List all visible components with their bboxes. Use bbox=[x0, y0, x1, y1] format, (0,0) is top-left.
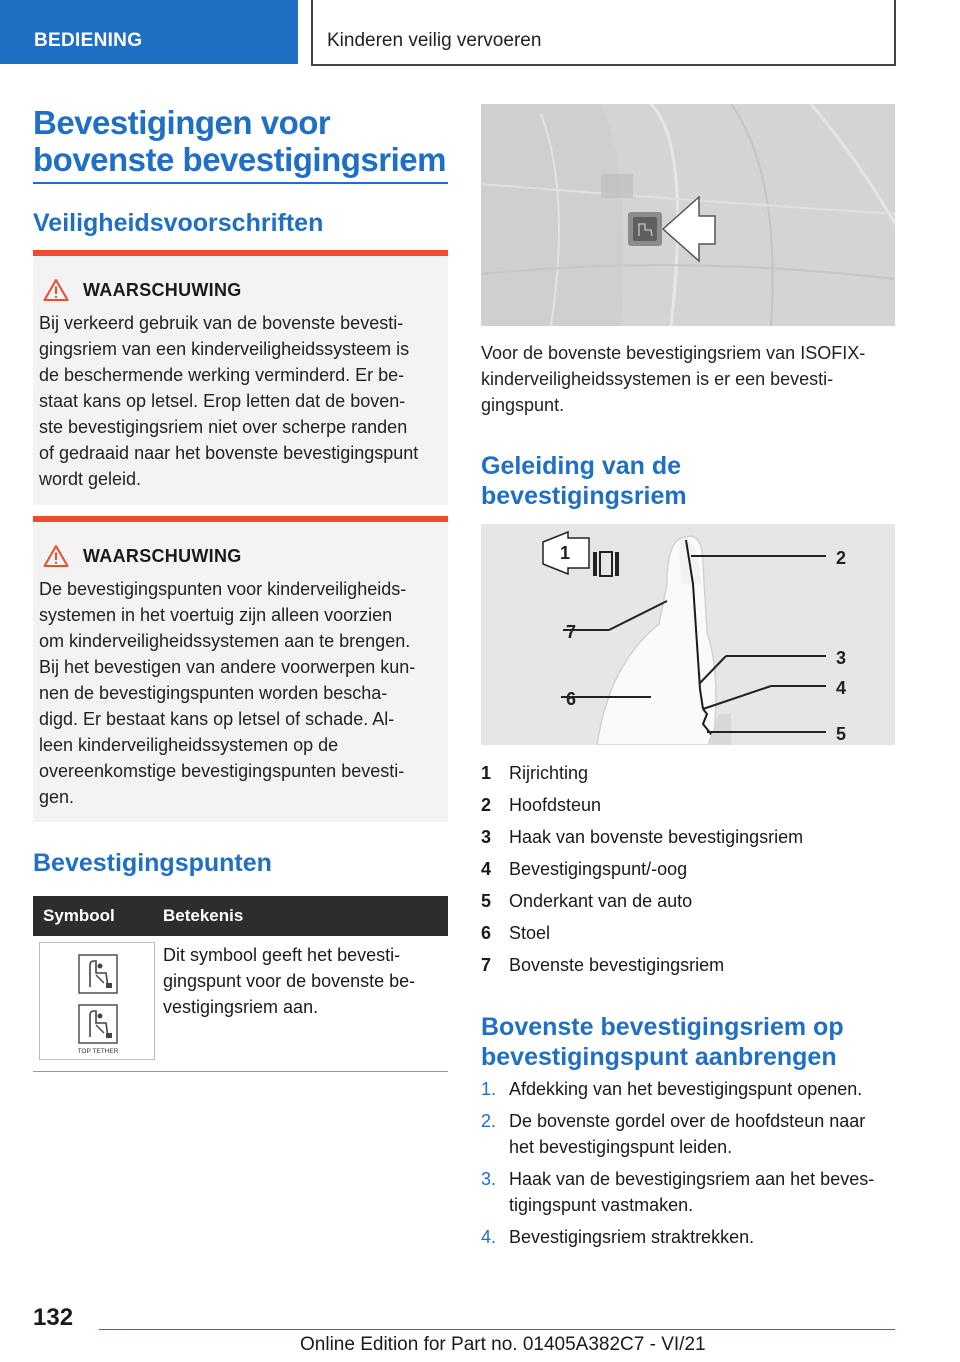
warning-triangle-icon bbox=[43, 278, 69, 302]
warning-text-2: De bevestigingspunten voor kinderveiligheids- systemen in het voertuig zijn alleen voorzien om kinderveiligheidssystemen aan te brengen. Bij het bevestigen van andere voorwerpen kun- nen de bevestigingspunten worden bescha- digd. Er bestaat kans op letsel of schade. Al- leen kinderveiligheidssystemen op de overeenkomstige bevestigingspunten bevesti- gen. bbox=[39, 579, 416, 807]
warning-triangle-icon bbox=[43, 544, 69, 568]
page-title: Bevestigingen voor bovenste bevestigingsriem bbox=[33, 104, 446, 178]
title-underline bbox=[33, 182, 448, 184]
points-heading: Bevestigingspunten bbox=[33, 849, 272, 877]
table-bottom-rule bbox=[33, 1071, 448, 1072]
legend-item: 7 Bovenste bevestigingsriem bbox=[481, 954, 725, 975]
legend-item: 6 Stoel bbox=[481, 922, 551, 943]
warning-box-2 bbox=[33, 516, 448, 822]
attach-heading: Bovenste bevestigingsriem op bevestigingspunt aanbrengen bbox=[481, 1013, 844, 1071]
warning-label: WAARSCHUWING bbox=[83, 279, 242, 300]
col-meaning: Betekenis bbox=[163, 906, 244, 925]
footer-rule bbox=[99, 1329, 895, 1330]
section-tab bbox=[0, 0, 298, 64]
page-number: 132 bbox=[33, 1304, 74, 1331]
legend-item: 1 Rijrichting bbox=[481, 762, 589, 783]
diagram-label-1: 1 bbox=[560, 543, 571, 563]
diagram-label-4: 4 bbox=[836, 678, 847, 698]
tether-routing-diagram bbox=[481, 524, 895, 745]
diagram-legend bbox=[481, 757, 895, 981]
step-item: 3. Haak van de bevestigingsriem aan het beves- tigingspunt vastmaken. bbox=[481, 1169, 875, 1215]
diagram-label-5: 5 bbox=[836, 724, 847, 744]
legend-item: 3 Haak van bovenste bevestigingsriem bbox=[481, 826, 804, 847]
section-label: BEDIENING bbox=[34, 30, 143, 51]
routing-heading: Geleiding van de bevestigingsriem bbox=[481, 452, 687, 510]
symbol-meaning: Dit symbool geeft het bevesti- gingspunt voor de bovenste be- vestigingsriem aan. bbox=[163, 945, 416, 1017]
legend-item: 5 Onderkant van de auto bbox=[481, 890, 693, 911]
attach-steps bbox=[481, 1076, 895, 1256]
top-tether-icon bbox=[40, 943, 156, 1061]
diagram-label-6: 6 bbox=[566, 689, 577, 709]
warning-box-1 bbox=[33, 250, 448, 505]
warning-label: WAARSCHUWING bbox=[83, 545, 242, 566]
table-header bbox=[33, 896, 448, 936]
warning-text-1: Bij verkeerd gebruik van de bovenste bevesti- gingsriem van een kinderveiligheidssysteem is de beschermende werking verminderd. Er be- staat kans op letsel. Erop letten dat de boven- ste bevestigingsriem niet over scherpe randen of gedraaid naar het bovenste bevestigingspunt wordt geleid. bbox=[39, 313, 419, 489]
step-item: 1. Afdekking van het bevestigingspunt openen. bbox=[481, 1079, 863, 1099]
diagram-label-2: 2 bbox=[836, 548, 847, 568]
symbol-cell bbox=[39, 942, 155, 1060]
intro-paragraph: Voor de bovenste bevestigingsriem van ISOFIX- kinderveiligheidssystemen is er een bevesti- gingspunt. bbox=[481, 343, 866, 415]
col-symbol: Symbool bbox=[43, 906, 115, 925]
diagram-label-3: 3 bbox=[836, 648, 847, 668]
step-item: 4. Bevestigingsriem straktrekken. bbox=[481, 1227, 755, 1247]
diagram-label-7: 7 bbox=[566, 622, 577, 642]
anchor-photo bbox=[481, 104, 895, 326]
chapter-tab bbox=[311, 0, 896, 66]
edition-footer: Online Edition for Part no. 01405A382C7 - VI/21 bbox=[300, 1334, 706, 1355]
legend-item: 4 Bevestigingspunt/-oog bbox=[481, 858, 688, 879]
chapter-label: Kinderen veilig vervoeren bbox=[327, 30, 542, 51]
safety-heading: Veiligheidsvoorschriften bbox=[33, 209, 324, 237]
legend-item: 2 Hoofdsteun bbox=[481, 794, 602, 815]
top-tether-caption: TOP TETHER bbox=[77, 1048, 119, 1055]
step-item: 2. De bovenste gordel over de hoofdsteun naar het bevestigingspunt leiden. bbox=[481, 1111, 866, 1157]
